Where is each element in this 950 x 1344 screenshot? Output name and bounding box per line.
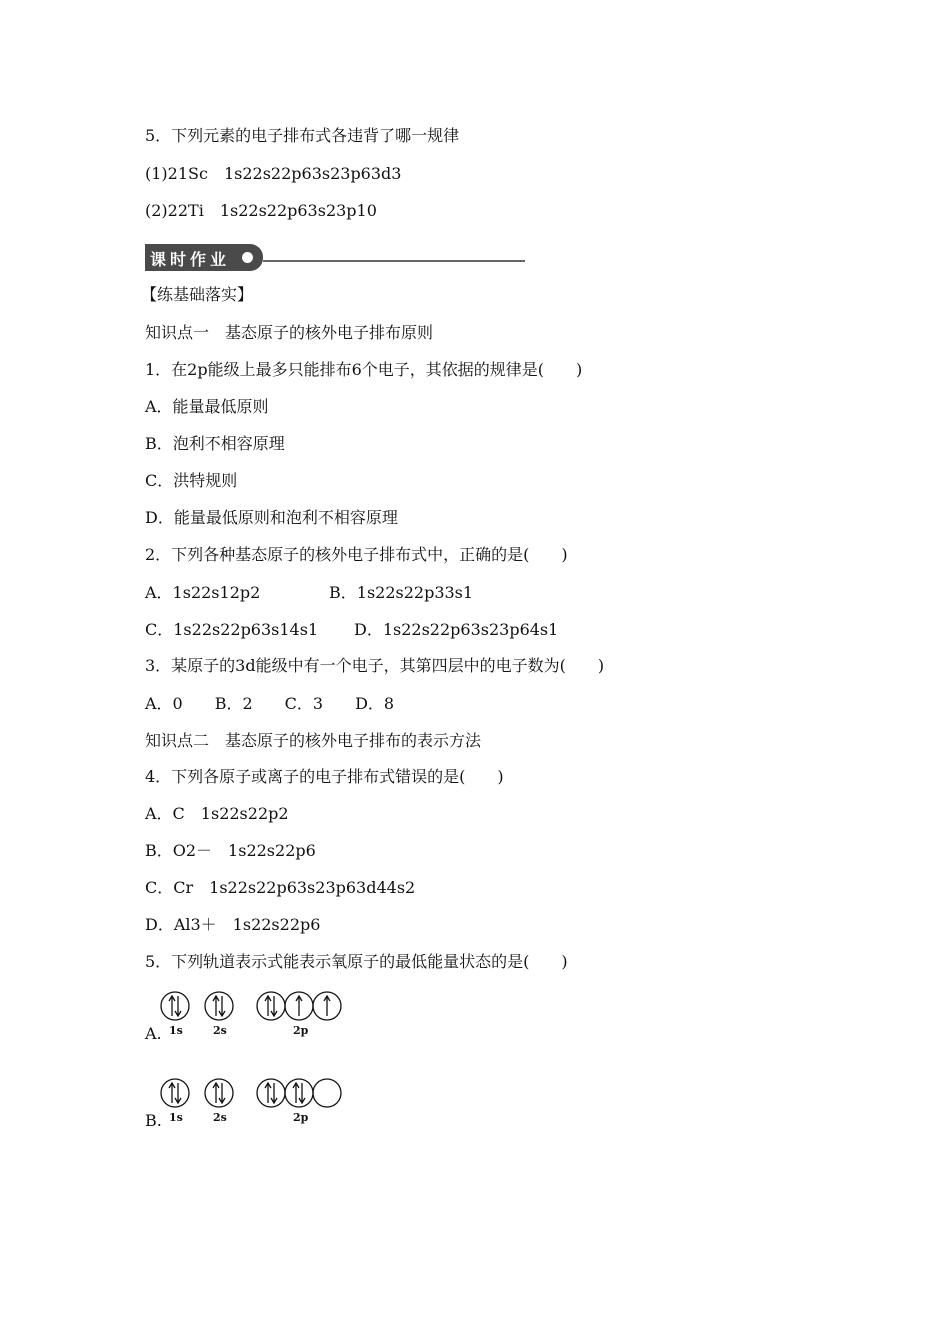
- orbital-diagram-b: [159, 1075, 359, 1127]
- q4-option-b: B．O2－ 1s22s22p6: [145, 841, 316, 860]
- orbital-diagram-a: [159, 988, 359, 1040]
- q1-option-c: C．洪特规则: [145, 471, 238, 490]
- spin-down-arrow-icon: [175, 996, 181, 1016]
- spin-up-arrow-icon: [324, 996, 330, 1016]
- spin-down-arrow-icon: [175, 1083, 181, 1103]
- q2-stem: 2．下列各种基态原子的核外电子排布式中，正确的是( ): [145, 545, 568, 564]
- q5-option-b-label: B.: [145, 1111, 162, 1130]
- spin-down-arrow-icon: [271, 1083, 277, 1103]
- orbital-box-1s-1: [161, 1079, 189, 1107]
- q1-option-d: D．能量最低原则和泡利不相容原理: [145, 508, 398, 527]
- knowledge-point-2: 知识点二 基态原子的核外电子排布的表示方法: [145, 731, 482, 750]
- spin-up-arrow-icon: [265, 1083, 271, 1103]
- orbital-box-2p-1: [257, 1079, 285, 1107]
- sublevel-label-2s: 2s: [213, 1111, 227, 1124]
- banner-dot-icon: [242, 252, 253, 263]
- spin-down-arrow-icon: [219, 1083, 225, 1103]
- sublevel-label-1s: 1s: [169, 1024, 183, 1037]
- sublevel-label-1s: 1s: [169, 1111, 183, 1124]
- q5-option-a-label: A.: [145, 1024, 162, 1043]
- q5-prev-stem: 5．下列元素的电子排布式各违背了哪一规律: [145, 126, 460, 145]
- section-heading: 【练基础落实】: [141, 285, 254, 304]
- q5-prev-item-1: (1)21Sc 1s22s22p63s23p63d3: [145, 164, 402, 183]
- banner-label: 课时作业: [150, 250, 231, 269]
- q1-stem: 1．在2p能级上最多只能排布6个电子，其依据的规律是( ): [145, 360, 583, 379]
- knowledge-point-1: 知识点一 基态原子的核外电子排布原则: [145, 323, 434, 342]
- spin-up-arrow-icon: [296, 996, 302, 1016]
- orbital-box-2p-1: [257, 992, 285, 1020]
- spin-up-arrow-icon: [169, 996, 175, 1016]
- orbital-box-1s-1: [161, 992, 189, 1020]
- q5-prev-item-2: (2)22Ti 1s22s22p63s23p10: [145, 201, 377, 220]
- spin-up-arrow-icon: [293, 1083, 299, 1103]
- banner-rule: [263, 260, 525, 262]
- sublevel-label-2p: 2p: [293, 1024, 309, 1037]
- q5-option-b: [145, 1075, 405, 1145]
- q5-option-a: [145, 988, 405, 1058]
- q1-option-a: A．能量最低原则: [145, 397, 269, 416]
- sublevel-label-2p: 2p: [293, 1111, 309, 1124]
- q4-option-a: A．C 1s22s22p2: [145, 804, 289, 823]
- spin-down-arrow-icon: [299, 1083, 305, 1103]
- sublevel-label-2s: 2s: [213, 1024, 227, 1037]
- q3-options: A．0 B．2 C．3 D．8: [145, 694, 395, 713]
- orbital-box-2s-1: [205, 992, 233, 1020]
- homework-banner: [145, 244, 525, 272]
- spin-down-arrow-icon: [219, 996, 225, 1016]
- spin-down-arrow-icon: [271, 996, 277, 1016]
- orbital-box-2p-2: [285, 1079, 313, 1107]
- orbital-box-2p-3: [313, 1079, 341, 1107]
- q5-stem: 5．下列轨道表示式能表示氧原子的最低能量状态的是( ): [145, 952, 568, 971]
- q4-stem: 4．下列各原子或离子的电子排布式错误的是( ): [145, 767, 504, 786]
- banner-label-box: [145, 244, 263, 271]
- spin-up-arrow-icon: [213, 1083, 219, 1103]
- spin-up-arrow-icon: [169, 1083, 175, 1103]
- q2-option-a: A．1s22s12p2: [145, 583, 261, 602]
- q1-option-b: B．泡利不相容原理: [145, 434, 285, 453]
- spin-up-arrow-icon: [213, 996, 219, 1016]
- q2-option-b: B．1s22s22p33s1: [329, 583, 474, 602]
- q4-option-d: D．Al3＋ 1s22s22p6: [145, 915, 321, 934]
- q3-stem: 3．某原子的3d能级中有一个电子，其第四层中的电子数为( ): [145, 656, 605, 675]
- q4-option-c: C．Cr 1s22s22p63s23p63d44s2: [145, 878, 416, 897]
- orbital-box-2s-1: [205, 1079, 233, 1107]
- q2-option-d: D．1s22s22p63s23p64s1: [354, 620, 559, 639]
- q2-option-c: C．1s22s22p63s14s1: [145, 620, 319, 639]
- spin-up-arrow-icon: [265, 996, 271, 1016]
